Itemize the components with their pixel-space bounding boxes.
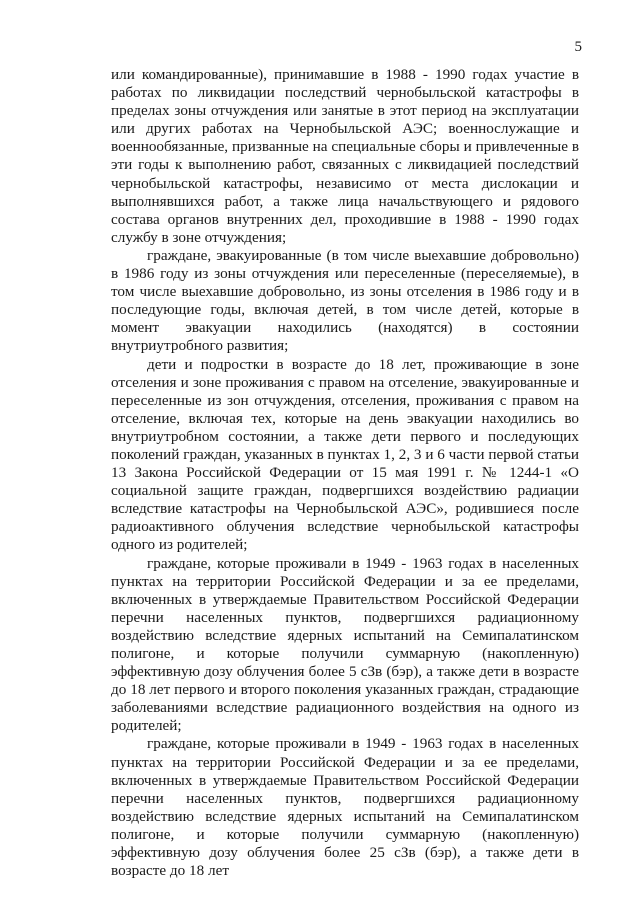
paragraph-3: дети и подростки в возрасте до 18 лет, проживающие в зоне отселения и зоне проживания с правом на отселение, эвакуированные и переселенные из зон отчуждения, отселения, проживания с правом на отселение, включая тех, которые на день эвакуации находились во внутриутробном состоянии, а также дети первого и последующих поколений граждан, указанных в пунктах 1, 2, 3 и 6 части первой статьи 13 Закона Российской Федерации от 15 мая 1991 г. № 1244-1 «О социальной защите граждан, подвергшихся воздействию радиации вследствие катастрофы на Чернобыльской АЭС», родившиеся после радиоактивного облучения вследствие чернобыльской катастрофы одного из родителей; bbox=[111, 355, 579, 554]
paragraph-1: или командированные), принимавшие в 1988 - 1990 годах участие в работах по ликвидации последствий чернобыльской катастрофы в пределах зоны отчуждения или занятые в этот период на эксплуатации или других работах на Чернобыльской АЭС; военнослужащие и военнообязанные, призванные на специальные сборы и привлеченные в эти годы к выполнению работ, связанных с ликвидацией последствий чернобыльской катастрофы, независимо от места дислокации и выполнявшихся работ, а также лица начальствующего и рядового состава органов внутренних дел, проходившие в 1988 - 1990 годах службу в зоне отчуждения; bbox=[111, 66, 579, 246]
document-body bbox=[111, 66, 579, 880]
paragraph-4: граждане, которые проживали в 1949 - 1963 годах в населенных пунктах на территории Российской Федерации и за ее пределами, включенных в утверждаемые Правительством Российской Федерации перечни населенных пунктов, подвергшихся радиационному воздействию вследствие ядерных испытаний на Семипалатинском полигоне, и которые получили суммарную (накопленную) эффективную дозу облучения более 5 сЗв (бэр), а также дети в возрасте до 18 лет первого и второго поколения указанных граждан, страдающие заболеваниями вследствие радиационного воздействия на одного из родителей; bbox=[111, 554, 579, 735]
page-number: 5 bbox=[574, 39, 582, 55]
paragraph-5: граждане, которые проживали в 1949 - 1963 годах в населенных пунктах на территории Российской Федерации и за ее пределами, включенных в утверждаемые Правительством Российской Федерации перечни населенных пунктов, подвергшихся радиационному воздействию вследствие ядерных испытаний на Семипалатинском полигоне, и которые получили суммарную (накопленную) эффективную дозу облучения более 25 сЗв (бэр), а также дети в возрасте до 18 лет bbox=[111, 735, 579, 880]
paragraph-2: граждане, эвакуированные (в том числе выехавшие добровольно) в 1986 году из зоны отчуждения или переселенные (переселяемые), в том числе выехавшие добровольно, из зоны отселения в 1986 году и в последующие годы, включая детей, в том числе детей, которые в момент эвакуации находились (находятся) в состоянии внутриутробного развития; bbox=[111, 246, 579, 355]
